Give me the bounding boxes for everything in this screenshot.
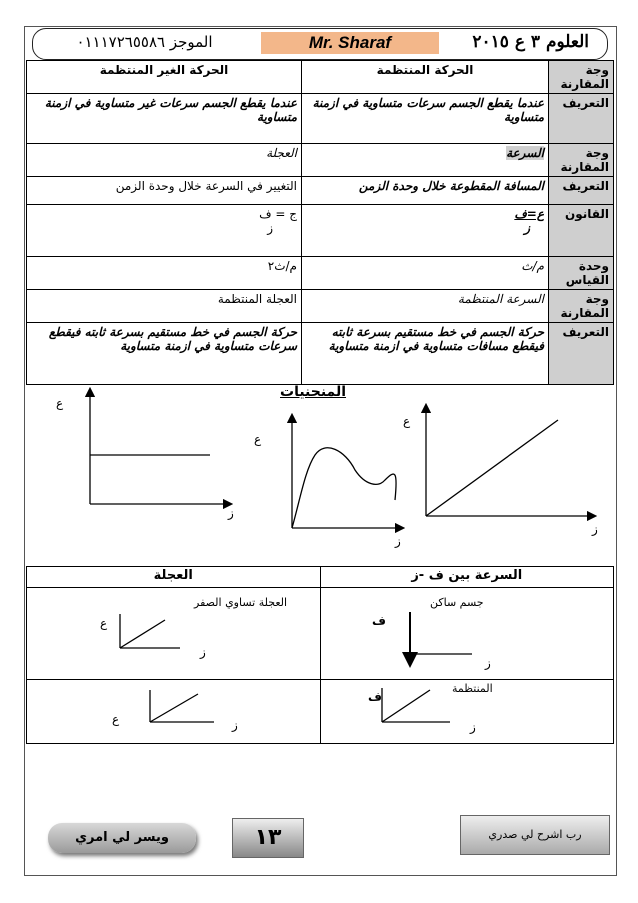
cell-velocity: السرعة <box>302 144 549 177</box>
row-label: القانون <box>549 205 614 257</box>
teacher-name: Mr. Sharaf <box>308 33 392 52</box>
axis-label-x: ز <box>470 720 476 734</box>
cell-acceleration: العجلة <box>27 144 302 177</box>
row-label: التعريف <box>549 94 614 144</box>
axis-label-x: ز <box>232 718 238 732</box>
axis-label-x: ز <box>228 506 234 520</box>
cell-uniform-acceleration-definition: حركة الجسم في خط مستقيم بسرعة ثابته فيقطع سرعات متساوية في ازمنة متساوية <box>27 323 302 385</box>
curves-title: المنحنيات <box>280 384 347 400</box>
caption-zero-acceleration: العجلة تساوي الصفر <box>194 596 288 609</box>
law-denominator: ز <box>524 221 530 235</box>
header-acceleration: العجلة <box>27 567 321 588</box>
cell-uniform-velocity-definition: حركة الجسم في خط مستقيم بسرعة ثابته فيقطع مسافات متساوية في ازمنة متساوية <box>302 323 549 385</box>
axis-label-y: ف <box>372 614 386 628</box>
cell-uniform-velocity: السرعة المنتظمة <box>302 290 549 323</box>
col-header-irregular: الحركة الغير المنتظمة <box>27 61 302 94</box>
cell-acceleration-unit: م/ث٢ <box>27 257 302 290</box>
row-label: وجة المقارنة <box>549 61 614 94</box>
linear-line <box>426 420 558 516</box>
subject-title: العلوم ٣ ع ٢٠١٥ <box>472 32 589 52</box>
row-label: التعريف <box>549 323 614 385</box>
footer-prayer-right: رب اشرح لي صدري <box>460 815 610 855</box>
header-distance-time: السرعة بين ف -ز <box>320 567 614 588</box>
axis-label-y: ف <box>368 690 382 704</box>
cell-acceleration-definition: التغيير في السرعة خلال وحدة الزمن <box>27 177 302 205</box>
axis-label-y: ع <box>56 396 64 410</box>
cell-uniform-acceleration <box>27 680 321 744</box>
page-number: ١٣ <box>232 818 304 858</box>
row-label: وجة المقارنة <box>549 144 614 177</box>
cell-definition-irregular: عندما يقطع الجسم سرعات غير متساوية في ازمنة متساوية <box>27 94 302 144</box>
axis-label-y: ع <box>254 432 262 446</box>
axis-label-x: ز <box>485 656 491 670</box>
phone-number: الموجز ٠١١١٧٢٦٥٥٨٦ <box>76 33 213 51</box>
irregular-curve <box>292 448 396 528</box>
axis-label-y: ع <box>112 712 120 726</box>
axis-label-y: ع <box>100 616 108 630</box>
cell-definition-regular: عندما يقطع الجسم سرعات متساوية في ازمنة متساوية <box>302 94 549 144</box>
axis-label-x: ز <box>395 534 401 548</box>
law-denominator: ز <box>267 221 273 235</box>
axis-label-x: ز <box>592 522 598 536</box>
graph-irregular-velocity <box>292 418 400 528</box>
col-header-regular: الحركة المنتظمة <box>302 61 549 94</box>
cell-velocity-definition: المسافة المقطوعة خلال وحدة الزمن <box>302 177 549 205</box>
row-label: التعريف <box>549 177 614 205</box>
caption-stationary: جسم ساكن <box>430 596 484 609</box>
row-label: وجة المقارنة <box>549 290 614 323</box>
caption-uniform: المنتظمة <box>452 682 493 695</box>
cell-velocity-unit: م/ث <box>302 257 549 290</box>
axis-label-y: ع <box>403 414 411 428</box>
axis-label-x: ز <box>200 645 206 659</box>
law-numerator: ع=ف <box>514 207 544 221</box>
footer-prayer-left: ويسر لي امري <box>48 823 196 853</box>
row-label: وحدة القياس <box>549 257 614 290</box>
graph-linear <box>426 408 592 516</box>
law-numerator: ج = ف <box>259 207 297 221</box>
graph-constant-velocity <box>90 392 228 504</box>
cell-uniform-acceleration: العجلة المنتظمة <box>27 290 302 323</box>
